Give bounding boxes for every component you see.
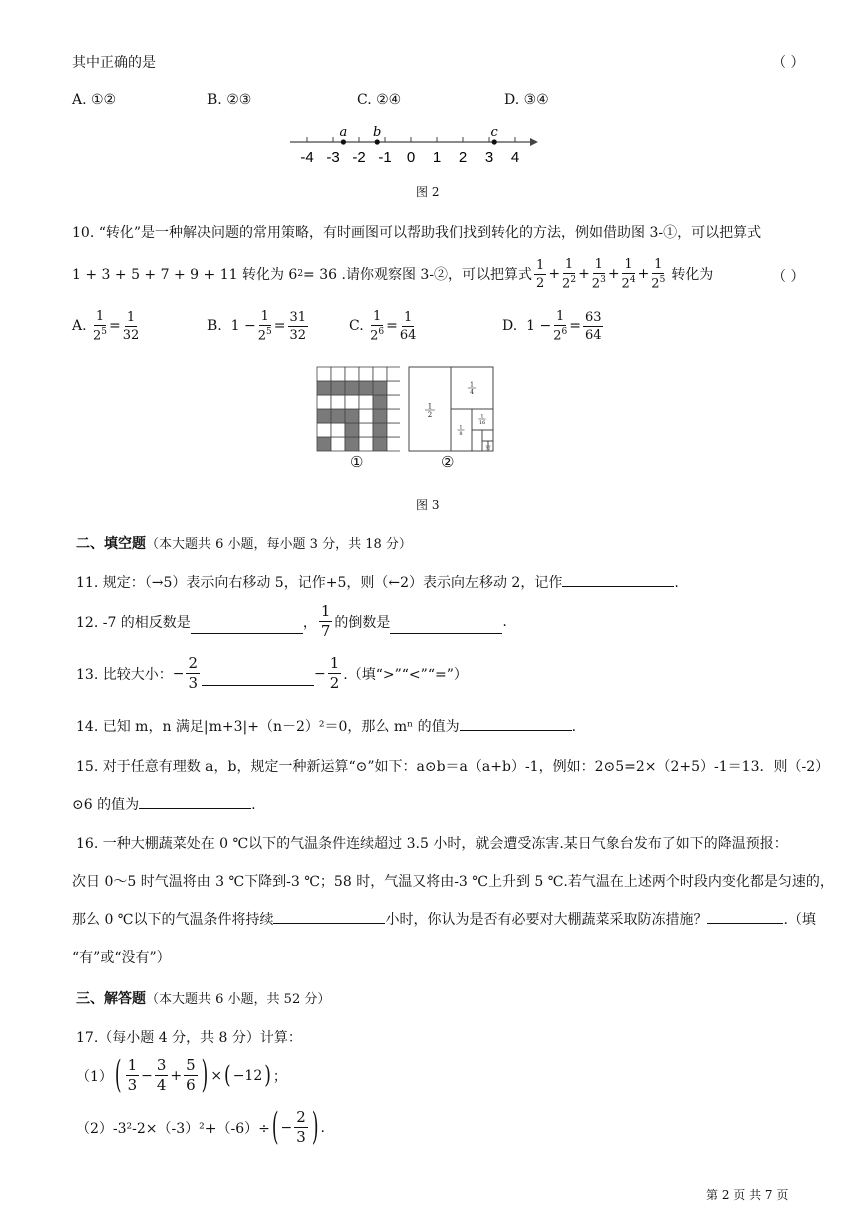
- number-line-point-label-b: b: [373, 125, 382, 140]
- fig2-fraction-denominator: 4: [470, 389, 474, 396]
- grid-cell: [359, 409, 373, 423]
- number-line-point-b: [375, 139, 380, 144]
- q9-intro: 其中正确的是: [72, 55, 156, 71]
- q10-answer-bracket: （ ）: [772, 269, 805, 285]
- grid-cell: [359, 423, 373, 437]
- grid-cell: [317, 367, 331, 381]
- q10-option-c: C. $\frac{1}{2^6}$ = $\frac{1}{64}$: [349, 309, 417, 344]
- number-line-tick-label: 4: [510, 149, 520, 166]
- figure-3-caption: 图 3: [416, 498, 440, 512]
- figure-2-caption: 图 2: [416, 185, 440, 199]
- q10-option-a: A. $\frac{1}{2^5}$ = $\frac{1}{32}$: [72, 309, 140, 344]
- q10-option-c-label: C.: [349, 318, 364, 335]
- number-line-arrow: [530, 138, 538, 146]
- grid-cell: [317, 395, 331, 409]
- fig2-fraction-denominator: 16: [478, 420, 486, 426]
- q12-text-a: 12. -7 的相反数是: [76, 614, 191, 631]
- q9-answer-bracket: （ ）: [772, 55, 805, 71]
- q9-option-c: C. ②④: [357, 92, 402, 108]
- number-line-tick-label: 3: [484, 149, 494, 166]
- fig2-fraction-denominator: 2: [427, 411, 433, 419]
- sum-term-5: $\frac{1}{2^5}$: [651, 257, 666, 292]
- q10-expr-b: = 36 .请你观察图 3-②，可以把算式: [303, 267, 533, 284]
- q9-option-a: A. ①②: [72, 92, 117, 108]
- grid-cell: [373, 423, 387, 437]
- q13-blank[interactable]: [202, 671, 314, 686]
- fig2-fraction-numerator: 1: [427, 402, 433, 411]
- q16-line3: [72, 909, 816, 929]
- grid-cell: [317, 437, 331, 451]
- q17-part1: （1） ( $\frac{1}{3}$ − $\frac{3}{4}$ + $\frac{5}{6}$ ) × ( −12 ) ；: [76, 1053, 287, 1098]
- section-3-heading: [76, 988, 330, 1008]
- grid-cell: [373, 395, 387, 409]
- q10-line1: 10. “转化”是一种解决问题的常用策略，有时画图可以帮助我们找到转化的方法，例如借助图 3-①，可以把算式: [72, 225, 762, 241]
- q10-expr-a: 1 + 3 + 5 + 7 + 9 + 11 转化为 6: [72, 267, 298, 284]
- q17-part2-label: （2）: [76, 1120, 113, 1137]
- fig2-fraction-numerator: 1: [486, 441, 490, 446]
- q10-line2: 1 + 3 + 5 + 7 + 9 + 11 转化为 6 2 = 36 .请你观察图 3-②，可以把算式 $\frac{1}{2}$ + $\frac{1}{2^2}$ + $\frac{1}{2^3}$ + $\frac{1}{2^4}$ + $\frac{1}{2^5}$ 转化为: [72, 257, 714, 292]
- q15-text: ⊙6 的值为: [72, 797, 140, 813]
- fig2-fraction-denominator: 8: [459, 431, 463, 437]
- fig2-fraction-numerator: 1: [480, 413, 484, 420]
- grid-cell: [331, 367, 345, 381]
- fig2-fraction-denominator: 32: [485, 446, 491, 451]
- number-line-point-label-a: a: [339, 125, 348, 140]
- number-line-point-a: [341, 139, 346, 144]
- grid-cell: [331, 395, 345, 409]
- grid-cell: [345, 395, 359, 409]
- section-2-heading: [76, 533, 412, 553]
- q12-text-b: 的倒数是: [334, 614, 391, 631]
- q15-line2: ⊙6 的值为 .: [72, 794, 256, 814]
- number-line-point-label-c: c: [490, 125, 498, 140]
- grid-cell: [387, 409, 400, 423]
- grid-cell: [331, 437, 345, 451]
- number-line-tick-label: 0: [406, 149, 416, 166]
- grid-cell: [331, 423, 345, 437]
- figure-3-2-square: [408, 366, 494, 452]
- q9-option-b: B. ②③: [207, 92, 252, 108]
- figure-3-1-label: ①: [350, 453, 364, 471]
- fig2-fraction-numerator: 1: [459, 424, 463, 431]
- q15-blank[interactable]: [139, 794, 251, 809]
- q13-text-b: .（填“>”“<”“=”）: [343, 666, 468, 683]
- q16-line1: 16. 一种大棚蔬菜处在 0 ℃以下的气温条件连续超过 3.5 小时，就会遭受冻害.某日气象台发布了如下的降温预报：: [76, 836, 788, 852]
- q10-exp: 2: [297, 269, 304, 280]
- q14-blank[interactable]: [460, 716, 572, 731]
- q10-tail: 转化为: [671, 267, 714, 284]
- q17-part2: （2） -3²-2×（-3）²+（-6）÷ ( − $\frac{2}{3}$ ) .: [76, 1105, 325, 1150]
- sum-term-2: $\frac{1}{2^2}$: [562, 257, 577, 292]
- section-2-note: （本大题共 6 小题，每小题 3 分，共 18 分）: [146, 537, 412, 552]
- figure-3-1-grid: [316, 366, 400, 452]
- grid-cell: [345, 367, 359, 381]
- q16-text-c: .（填: [783, 912, 816, 928]
- q10-option-b-label: B.: [207, 318, 222, 335]
- q17-intro: 17.（每小题 4 分，共 8 分）计算：: [76, 1030, 302, 1046]
- grid-cell: [317, 381, 331, 395]
- q11-blank[interactable]: [562, 572, 674, 587]
- grid-cell: [331, 381, 345, 395]
- q13-text-a: 13. 比较大小：: [76, 666, 173, 683]
- q10-option-a-label: A.: [72, 318, 87, 335]
- grid-cell: [387, 367, 400, 381]
- q11: 11. 规定：（→5）表示向右移动 5，记作+5，则（←2）表示向左移动 2，记作 .: [76, 572, 679, 592]
- grid-cell: [359, 395, 373, 409]
- grid-cell: [345, 381, 359, 395]
- grid-cell: [317, 409, 331, 423]
- q16-line2: 次日 0～5 时气温将由 3 ℃下降到-3 ℃；58 时，气温又将由-3 ℃上升到 5 ℃.若气温在上述两个时段内变化都是匀速的，: [72, 874, 834, 890]
- grid-cell: [345, 423, 359, 437]
- q14-text: 14. 已知 m，n 满足|m+3|+（n－2）²＝0，那么 mⁿ 的值为: [76, 719, 460, 735]
- q11-text: 11. 规定：（→5）表示向右移动 5，记作+5，则（←2）表示向左移动 2，记作: [76, 575, 563, 591]
- page-footer: 第 2 页 共 7 页: [706, 1188, 789, 1202]
- q16-line4: “有”或“没有”）: [72, 950, 171, 966]
- number-line-tick-label: -2: [352, 149, 366, 166]
- section-2-title: 二、填空题: [76, 536, 146, 552]
- grid-cell: [373, 367, 387, 381]
- grid-cell: [387, 381, 400, 395]
- q12: 12. -7 的相反数是 ， $\frac{1}{7}$ 的倒数是 .: [76, 602, 507, 640]
- grid-cell: [387, 423, 400, 437]
- grid-cell: [373, 381, 387, 395]
- grid-cell: [387, 395, 400, 409]
- q10-option-d: D. 1 − $\frac{1}{2^6}$ = $\frac{63}{64}$: [502, 309, 602, 344]
- grid-cell: [359, 437, 373, 451]
- q13: 13. 比较大小： − $\frac{2}{3}$ − $\frac{1}{2}$ .（填“>”“<”“=”）: [76, 654, 468, 692]
- q9-option-d: D. ③④: [504, 92, 549, 108]
- grid-cell: [373, 409, 387, 423]
- sum-term-4: $\frac{1}{2^4}$: [621, 257, 636, 292]
- q13-fraction-2: $\frac{1}{2}$: [329, 654, 340, 692]
- q10-option-b: B. 1 − $\frac{1}{2^5}$ = $\frac{31}{32}$: [207, 309, 307, 344]
- grid-cell: [373, 437, 387, 451]
- q16-blank-1[interactable]: [273, 909, 385, 924]
- q16-blank-2[interactable]: [707, 909, 783, 924]
- q12-blank-2[interactable]: [390, 619, 502, 634]
- number-line-tick-label: 2: [458, 149, 468, 166]
- number-line-tick-label: 1: [432, 149, 442, 166]
- number-line-tick-label: -1: [378, 149, 392, 166]
- number-line-point-c: [492, 139, 497, 144]
- q12-fraction: $\frac{1}{7}$: [320, 602, 331, 640]
- grid-cell: [345, 409, 359, 423]
- grid-cell: [359, 367, 373, 381]
- q16-text-a: 那么 0 ℃以下的气温条件将持续: [72, 912, 274, 928]
- q17-part2-expr: -3²-2×（-3）²+（-6）÷: [112, 1120, 270, 1137]
- q13-fraction-1: $\frac{2}{3}$: [188, 654, 198, 692]
- grid-cell: [331, 409, 345, 423]
- q10-option-d-label: D.: [502, 318, 518, 335]
- number-line-tick-label: -4: [300, 149, 314, 166]
- grid-cell: [387, 437, 400, 451]
- number-line-figure: [280, 120, 550, 170]
- q17-part1-label: （1）: [76, 1068, 113, 1085]
- grid-cell: [317, 423, 331, 437]
- grid-cell: [345, 437, 359, 451]
- fig2-fraction-numerator: 1: [470, 381, 474, 389]
- grid-cell: [359, 381, 373, 395]
- number-line-tick-label: -3: [326, 149, 340, 166]
- sum-term-3: $\frac{1}{2^3}$: [591, 257, 606, 292]
- section-3-note: （本大题共 6 小题，共 52 分）: [146, 992, 331, 1007]
- q14: 14. 已知 m，n 满足|m+3|+（n－2）²＝0，那么 mⁿ 的值为 .: [76, 716, 576, 736]
- q15-line1: 15. 对于任意有理数 a，b，规定一种新运算“⊙”如下：a⊙b＝a（a+b）-1，例如：2⊙5=2×（2+5）-1＝13．则（-2）: [76, 759, 830, 775]
- q16-text-b: 小时，你认为是否有必要对大棚蔬菜采取防冻措施？: [385, 912, 708, 928]
- q12-blank-1[interactable]: [191, 619, 303, 634]
- sum-term-1: $\frac{1}{2}$: [536, 257, 545, 291]
- section-3-title: 三、解答题: [76, 991, 146, 1007]
- figure-3-2-label: ②: [441, 453, 455, 471]
